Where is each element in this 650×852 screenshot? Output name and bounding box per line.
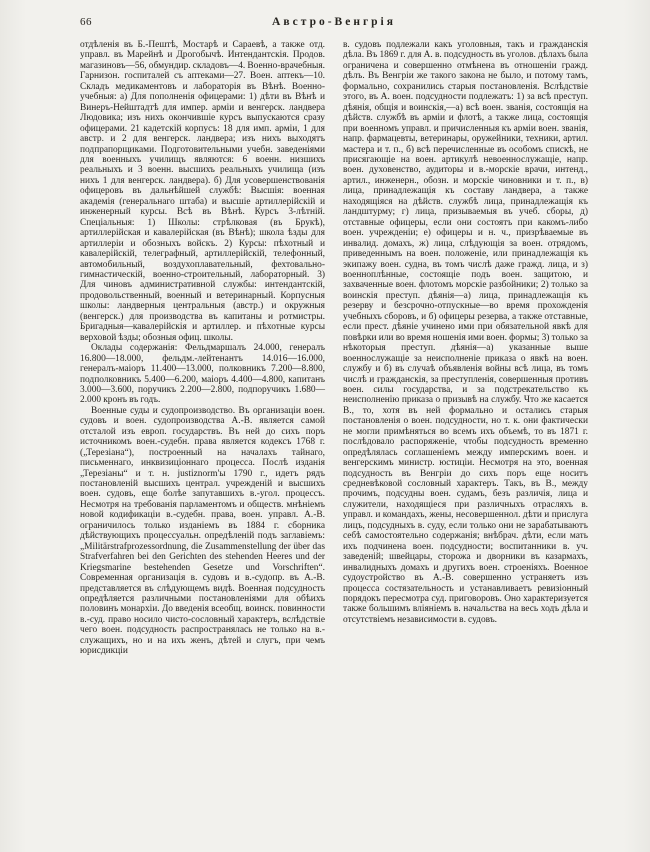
page-header — [80, 16, 588, 34]
left-column — [80, 40, 325, 657]
paragraph: в. судовъ подлежали какъ уголовныя, такъ и гражданскія дѣла. Въ 1869 г. для А. в. подсудность въ уголов. дѣлахъ была ограничена и совершенно отмѣнена въ отношеніи гражд. дѣлъ. Въ Венгріи же такого закона не было, и потому тамъ, формально, сохранились старыя постановленія. Вслѣдствіе этого, въ А. воен. подсудности подлежатъ: 1) за всѣ преступ. дѣянія, общія и воинскія,—а) всѣ воен. званія, состоящія на дѣйств. службѣ въ арміи и флотѣ, а также лица, состоящія при военномъ управл. и причисленныя къ арміи воен. званія, напр. фармацевты, ветеринары, оружейники, техники, артил. мастера и т. п., б) всѣ перечисленные въ особомъ спискѣ, не присягающіе на воен. артикулѣ невоеннослужащіе, напр. воен. духовенство, аудиторы и в.-морскіе врачи, интенд., артил., инженерн., обозн. и морскіе чиновники и т. п., в) лица, принадлежащія къ составу ландвера, а также находящіяся на дѣйств. службѣ лица, принадлежащія къ ландштурму; г) лица, призываемыя въ учеб. сборы, д) отставные офицеры, если они состоятъ при какомъ-либо воен. учрежденіи; е) офицеры и н. ч., призрѣваемые въ инвалид. домахъ, ж) лица, слѣдующія за воен. отрядомъ, приведеннымъ на воен. положеніе, или принадлежащія къ экипажу воен. судна, въ томъ числѣ даже гражд. лица, и з) военноплѣнные, состоящіе подъ воен. защитою, и захваченные воен. флотомъ морскіе разбойники; 2) только за воинскія преступ. дѣянія—а) лица, принадлежащія къ резерву и безсрочно-отпускные—во время прохожденія учебныхъ сборовъ, и б) офицеры резерва, а также отставные, если прест. дѣяніе учинено ими при обязательной явкѣ для повѣрки или во время ношенія ими воен. формы; 3) только за нѣкоторыя преступ. дѣянія—а) указанные выше военнослужащіе за неисполненіе приказа о явкѣ на воен. службу и б) въ случаѣ объявленія войны всѣ лица, въ томъ числѣ и гражданскія, за преступленія, совершенныя противъ воен. силы государства, и за подстрекательство къ неисполненію приказа о призывѣ на службу. Что же касается В., то, хотя въ ней формально и остались старыя постановленія о воен. подсудности, но т. к. они фактически не могли примѣняться во всемъ ихъ объемѣ, то въ 1871 г. послѣдовало распоряженіе, чтобы подсудность временно опредѣлялась соглашеніемъ между имперскимъ воен. и венгерскимъ министр. юстиціи. Несмотря на это, военная подсудность въ Венгріи до сихъ поръ еще носитъ средневѣковой сословный характеръ. Такъ, въ В., между прочимъ, подсудны воен. судамъ, безъ различія, лица и служители, находящіеся при различныхъ отрасляхъ в. управл. и командахъ, жены, несовершеннол. дѣти и прислуга лицъ, подсудныхъ в. суду, если только они не зарабатываютъ себѣ самостоятельно содержанія; внѣбрач. дѣти, если мать ихъ подчинена воен. подсудности; воспитанники в. уч. заведеній; швейцары, сторожа и дворники въ казармахъ, инвалидныхъ домахъ и другихъ воен. строеніяхъ. Военное судоустройство въ А.-В. совершенно устраняетъ изъ процесса состязательность и устанавливаетъ ревизіонный порядокъ пересмотра суд. приговоровъ. Оно характеризуется также большимъ вліяніемъ в. начальства на весь ходъ дѣла и отсутствіемъ независимости в. судовъ. — [343, 40, 588, 625]
paragraph: отдѣленія въ Б.-Пештѣ, Мостарѣ и Сараевѣ, а также отд. управл. въ Марейнѣ и Дрогобычѣ. Интендантскія. Продов. магазиновъ—56, обмундир. складовъ—4. Военно-врачебныя. Гарнизон. госпиталей съ аптеками—27. Воен. аптекъ—10. Складъ медикаментовъ и лабораторія въ Вѣнѣ. Военно-учебныя: а) Для пополненія офицерами: 1) дѣти въ Вѣнѣ и Винеръ-Нейштадтѣ для импер. арміи и венгерск. ландвера Людовика; изъ нихъ окончившіе курсъ выпускаются сразу офицерами. 21 кадетскій корпусъ: 18 для имп. арміи, 1 для австр. и 2 для венгерск. ландвера; изъ нихъ выходятъ подпрапорщиками. Подготовительными учебн. заведеніями для военныхъ училищъ являются: 6 военн. низшихъ реальныхъ и 3 военн. высшихъ реальныхъ училища (изъ нихъ 1 для венгерск. ландвера). б) Для усовершенствованія офицеровъ въ дальнѣйшей службѣ: Высшія: военная академія (генеральнаго штаба) и высшіе артиллерійскій и инженерный курсы. Всѣ въ Вѣнѣ. Курсъ 3-лѣтній. Спеціальныя: 1) Школы: стрѣлковая (въ Брукѣ), артиллерійская и кавалерійская (въ Вѣнѣ); школа ѣзды для артиллеріи и обозныхъ войскъ. 2) Курсы: пѣхотный и кавалерійскій, телеграфный, артиллерійскій, телефонный, автомобильный, воздухоплавательный, фехтовально-гимнастическій, военно-строительный, лабораторный. 3) Для чиновъ административной службы: интендантскій, продовольственный, военный и ветеринарный. Корпусныя школы: ландверныя центральныя (австр.) и окружныя (венгерск.) для производства въ капитаны и ротмистры. Бригадныя—кавалерійскія и артиллер. и пѣхотные курсы верховой ѣзды; обозныя офиц. школы. — [80, 40, 325, 343]
running-title: Австро-Венгрія — [272, 16, 396, 28]
text-columns — [80, 40, 588, 657]
page-content — [80, 16, 588, 657]
right-column — [343, 40, 588, 657]
paragraph: Оклады содержанія: Фельдмаршалъ 24.000, генералъ 16.800—18.000, фельдм.-лейтенантъ 14.016—16.000, генералъ-маіоръ 11.400—13.000, полковникъ 7.200—8.800, подполковникъ 5.400—6.200, маіоръ 4.400—4.800, капитанъ 3.000—3.600, поручикъ 2.200—2.800, подпоручикъ 1.680—2.000 кронъ въ годъ. — [80, 343, 325, 406]
page-number: 66 — [80, 16, 92, 28]
paragraph: Военные суды и судопроизводство. Въ организаціи воен. судовъ и воен. судопроизводства А.-В. является самой отсталой изъ европ. государствъ. Въ ней до сихъ поръ источникомъ воен.-судебн. права является кодексъ 1768 г. („Терезіана“), построенный на началахъ тайнаго, письменнаго, инквизиціоннаго процесса. Послѣ изданія „Терезіаны“ и т. н. justiznorm'ы 1790 г., идетъ рядъ постановленій высшихъ централ. учрежденій и высшихъ воен. судовъ, еще болѣе запутавшихъ в.-угол. процессъ. Несмотря на требованія парламентомъ и обществ. мнѣніемъ новой кодификаціи в.-судебн. права, воен. управл. А.-В. ограничилось только изданіемъ въ 1884 г. сборника дѣйствующихъ процессуальн. опредѣленій подъ заглавіемъ: „Militärstrafprozessordnung, die Zusammenstellung der über das Strafverfahren bei den Gerichten des stehenden Heeres und der Kriegsmarine bestehenden Gesetze und Vorschriften“. Современная организація в. судовъ и в.-судопр. въ А.-В. представляется въ слѣдующемъ видѣ. Военная подсудность опредѣляется различными постановленіями для обѣихъ половинъ монархіи. До введенія всеобщ. воинск. повинности в.-суд. право носило чисто-сословный характеръ, вслѣдствіе чего воен. подсудность распространялась не только на в.-служащихъ, но и на ихъ женъ, дѣтей и слугъ, при чемъ юрисдикціи — [80, 405, 325, 657]
